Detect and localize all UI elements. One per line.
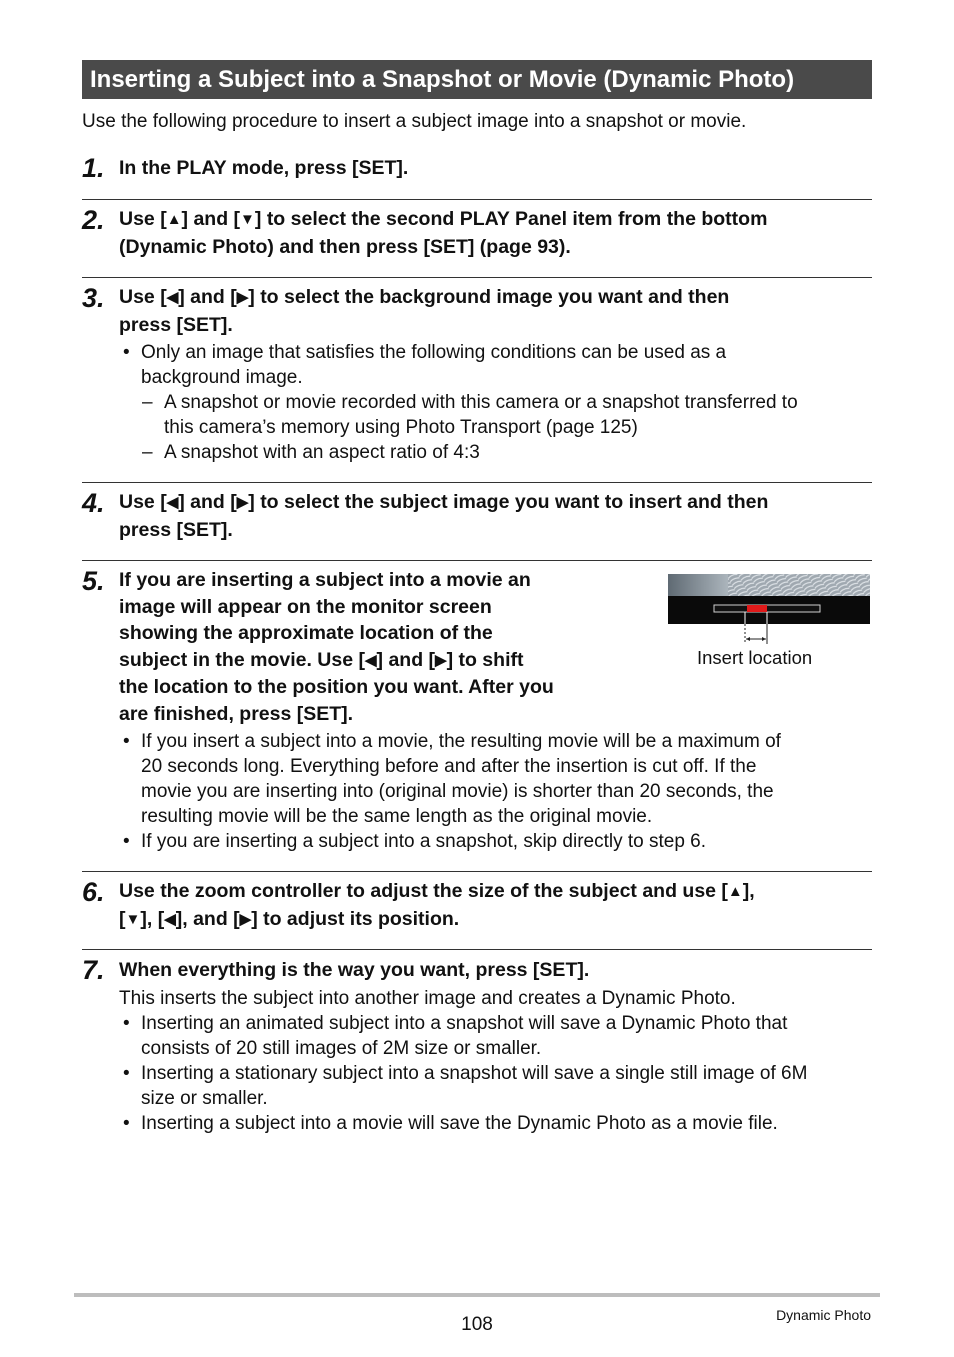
- bullet-mark: •: [123, 342, 130, 363]
- bullet-item: • If you are inserting a subject into a snapshot, skip directly to step 6.: [123, 831, 707, 852]
- divider: [82, 871, 872, 872]
- bullet-item: • If you insert a subject into a movie, the resulting movie will be a maximum of 20 seconds long. Everything before and after the insertion is cut off. If the movie you are inserting into (original movie) is shorter than 20 seconds, the resulting movie will be the same length as the original movie.: [123, 731, 781, 827]
- step-number: 5.: [82, 566, 105, 596]
- left-arrow-icon: ◀: [166, 289, 179, 306]
- step-description: This inserts the subject into another image and creates a Dynamic Photo.: [119, 988, 736, 1009]
- insert-location-marker: [740, 624, 770, 646]
- step-instruction: Use the zoom controller to adjust the size of the subject and use [▲], [▼], [◀], and [▶] to adjust its position.: [119, 880, 755, 930]
- bullet-mark: •: [123, 1063, 130, 1084]
- step-number: 4.: [82, 488, 105, 518]
- down-arrow-icon: ▼: [240, 211, 255, 228]
- footer-divider: [74, 1293, 880, 1297]
- step-instruction: In the PLAY mode, press [SET].: [119, 157, 409, 179]
- step-instruction: Use [◀] and [▶] to select the background image you want and then press [SET].: [119, 286, 730, 336]
- dash-item: – A snapshot or movie recorded with this camera or a snapshot transferred to this camera’s memory using Photo Transport (page 125): [142, 392, 798, 438]
- step-instruction: Use [◀] and [▶] to select the subject image you want to insert and then press [SET].: [119, 491, 769, 541]
- right-arrow-icon: ▶: [435, 651, 447, 669]
- insert-location-figure: [668, 574, 870, 624]
- step-instruction: Use [▲] and [▼] to select the second PLAY Panel item from the bottom (Dynamic Photo) and then press [SET] (page 93).: [119, 208, 768, 258]
- dash-mark: –: [142, 392, 153, 413]
- page-number: 108: [461, 1314, 493, 1335]
- figure-caption: Insert location: [697, 647, 813, 668]
- divider: [82, 199, 872, 200]
- down-arrow-icon: ▼: [125, 910, 141, 928]
- step-number: 2.: [82, 205, 105, 235]
- section-title: Inserting a Subject into a Snapshot or Movie (Dynamic Photo): [82, 60, 872, 99]
- intro-text: Use the following procedure to insert a subject image into a snapshot or movie.: [82, 111, 747, 132]
- footer-section-title: Dynamic Photo: [776, 1307, 871, 1323]
- divider: [82, 482, 872, 483]
- dash-item: – A snapshot with an aspect ratio of 4:3: [142, 442, 480, 463]
- divider: [82, 277, 872, 278]
- left-arrow-icon: ◀: [164, 910, 176, 928]
- bullet-item: • Inserting a subject into a movie will save the Dynamic Photo as a movie file.: [123, 1113, 778, 1134]
- right-arrow-icon: ▶: [236, 289, 249, 306]
- step-instruction: When everything is the way you want, press [SET].: [119, 959, 590, 981]
- up-arrow-icon: ▲: [727, 883, 743, 900]
- left-arrow-icon: ◀: [166, 494, 179, 511]
- step-number: 6.: [82, 877, 105, 907]
- bullet-item: • Inserting an animated subject into a snapshot will save a Dynamic Photo that consists of 20 still images of 2M size or smaller.: [123, 1013, 788, 1059]
- divider: [82, 949, 872, 950]
- left-arrow-icon: ◀: [364, 651, 377, 669]
- step-number: 7.: [82, 955, 105, 985]
- bullet-mark: •: [123, 731, 130, 752]
- up-arrow-icon: ▲: [166, 211, 182, 228]
- bullet-item: • Inserting a stationary subject into a snapshot will save a single still image of 6M size or smaller.: [123, 1063, 808, 1109]
- bullet-mark: •: [123, 1013, 130, 1034]
- step-number: 3.: [82, 283, 105, 313]
- divider: [82, 560, 872, 561]
- right-arrow-icon: ▶: [239, 910, 252, 928]
- right-arrow-icon: ▶: [236, 494, 249, 511]
- bullet-item: • Only an image that satisfies the following conditions can be used as a background image.: [123, 342, 727, 388]
- bullet-mark: •: [123, 831, 130, 852]
- bullet-mark: •: [123, 1113, 130, 1134]
- step-instruction: If you are inserting a subject into a movie an image will appear on the monitor screen showing the approximate location of the subject in the movie. Use [◀] and [▶] to shift the location to the position you want. After you are finished, press [SET].: [119, 569, 554, 725]
- dash-mark: –: [142, 442, 153, 463]
- step-number: 1.: [82, 153, 105, 183]
